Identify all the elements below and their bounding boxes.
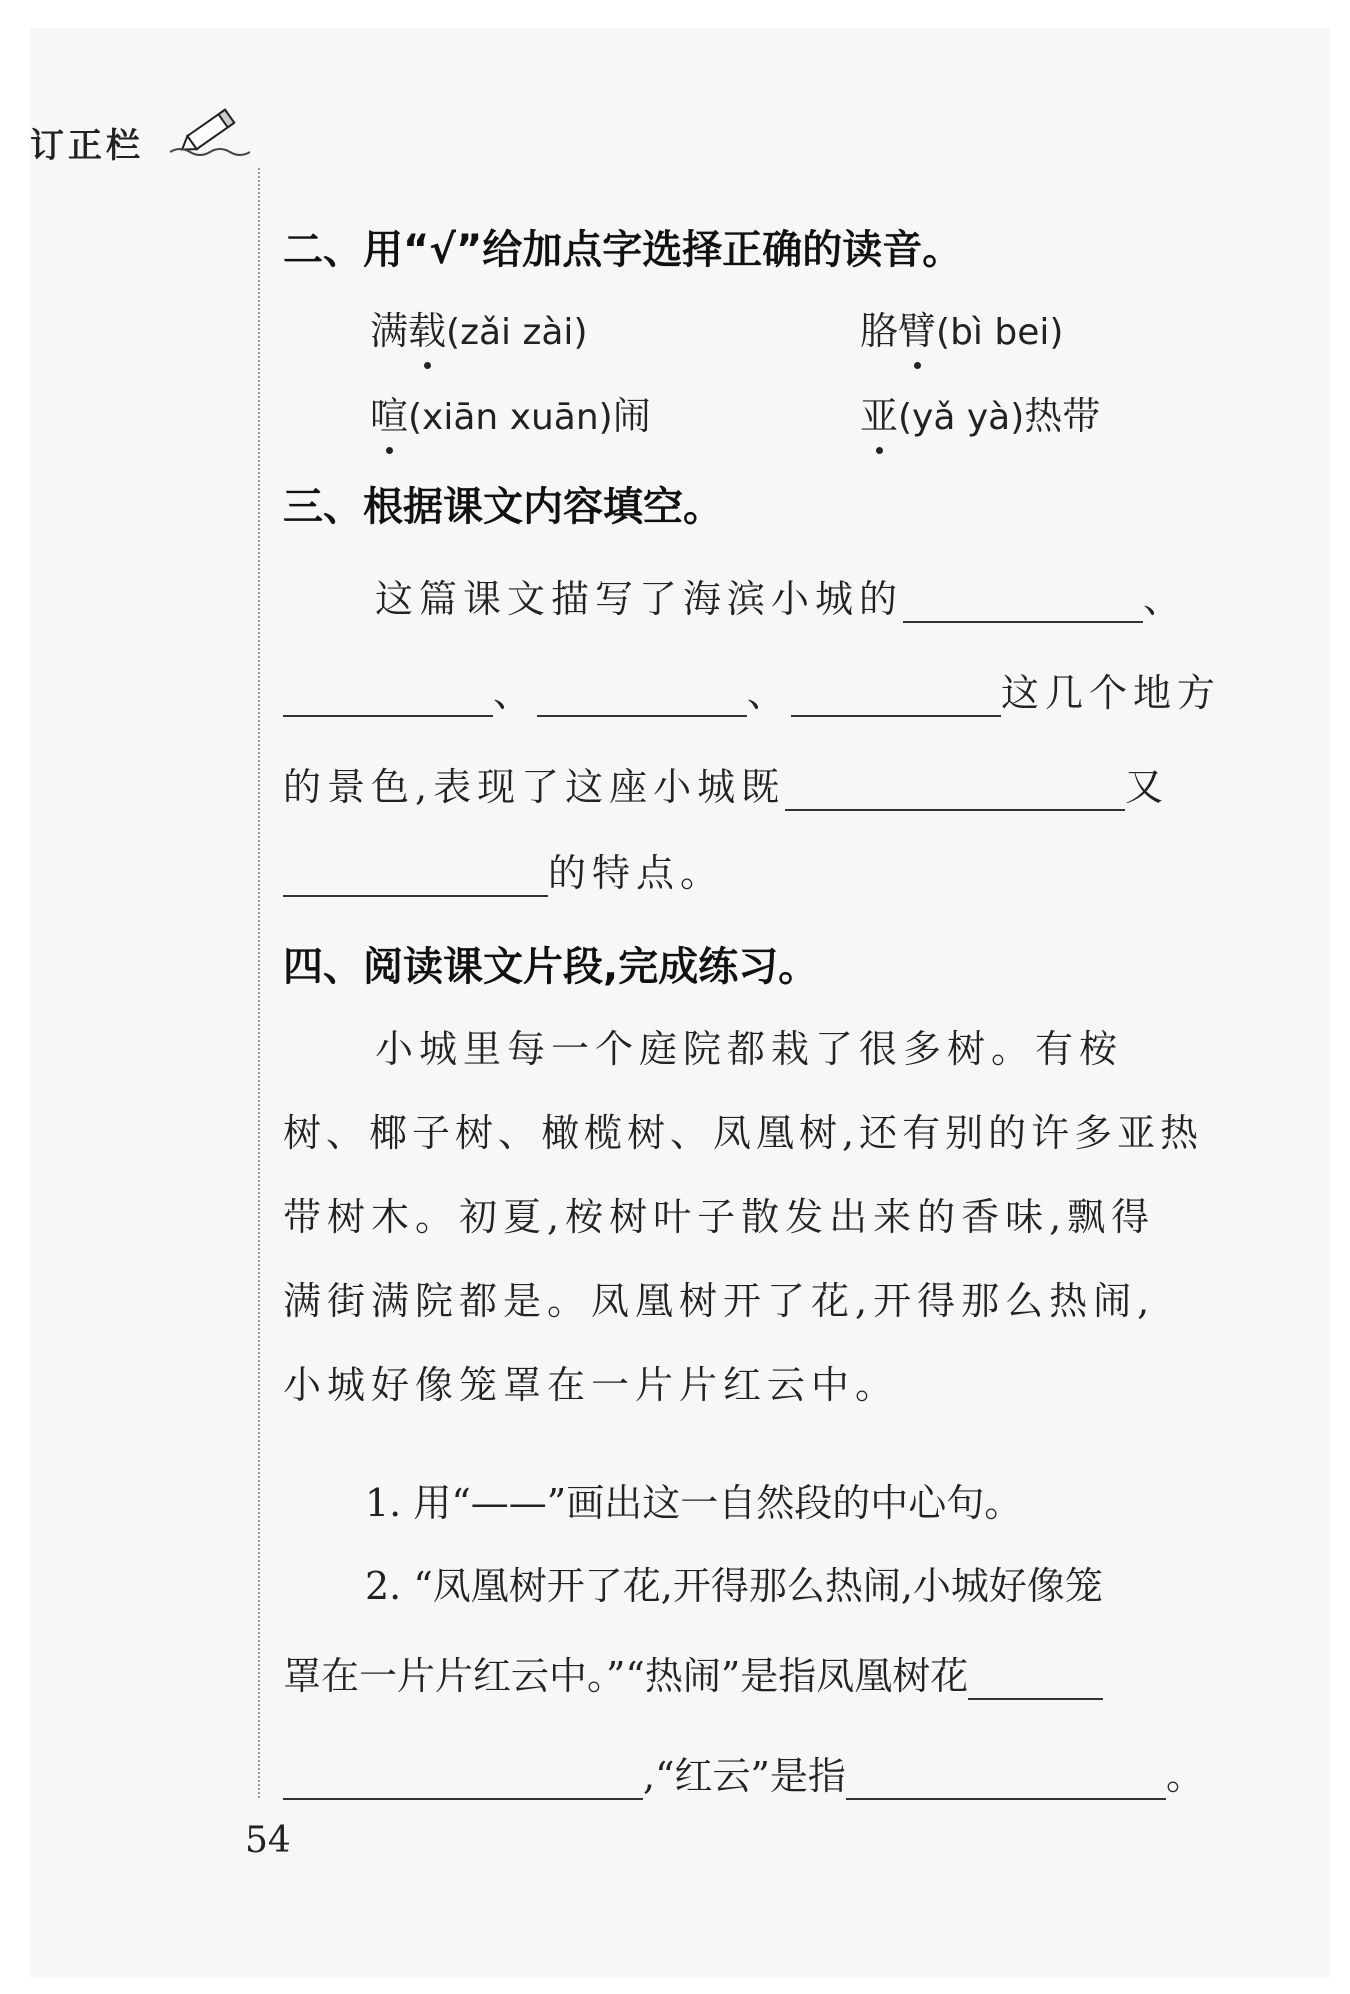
- pinyin-options: (xiān xuān): [408, 397, 613, 438]
- question-2-line-3: ,“红云”是指 。: [283, 1745, 1204, 1800]
- passage-line: 满街满院都是。凤凰树开了花,开得那么热闹,: [283, 1279, 1156, 1323]
- passage-line: 带树木。初夏,桉树叶子散发出来的香味,飘得: [283, 1195, 1156, 1239]
- fill-line-4: 的特点。: [283, 842, 724, 897]
- section-3-heading: 三、根据课文内容填空。: [283, 484, 723, 530]
- question-2-line-1: 2. “凤凰树开了花,开得那么热闹,小城好像笼: [365, 1564, 1103, 1608]
- pinyin-item-2: 胳臂(bì bei): [860, 300, 1063, 355]
- dotted-char: 臂: [898, 300, 936, 355]
- margin-divider: [258, 168, 260, 1798]
- question-1: 1. 用“——”画出这一自然段的中心句。: [365, 1481, 1023, 1525]
- dotted-char: 载: [408, 300, 446, 355]
- pinyin-options: (yǎ yà): [898, 397, 1025, 438]
- answer-blank[interactable]: [846, 1758, 1166, 1800]
- fill-line-2: 、 、 这几个地方: [283, 662, 1221, 717]
- answer-blank[interactable]: [785, 769, 1125, 811]
- fill-line-3: 的景色,表现了这座小城既 又: [283, 765, 1170, 809]
- dotted-char: 亚: [860, 385, 898, 440]
- section-4-heading: 四、阅读课文片段,完成练习。: [283, 944, 819, 990]
- answer-blank[interactable]: [791, 675, 1001, 717]
- passage-line: 树、椰子树、橄榄树、凤凰树,还有别的许多亚热: [283, 1111, 1204, 1155]
- pinyin-options: (bì bei): [936, 312, 1064, 353]
- pinyin-item-4: 亚(yǎ yà)热带: [860, 385, 1100, 440]
- answer-blank[interactable]: [283, 855, 548, 897]
- answer-blank[interactable]: [968, 1658, 1103, 1700]
- dotted-char: 喧: [370, 385, 408, 440]
- correction-column-label: 订正栏: [30, 126, 144, 166]
- answer-blank[interactable]: [283, 1758, 643, 1800]
- question-2-line-2: 罩在一片片红云中。”“热闹”是指凤凰树花: [283, 1645, 1103, 1700]
- pinyin-item-3: 喧(xiān xuān)闹: [370, 385, 651, 440]
- page-number: 54: [245, 1820, 291, 1861]
- answer-blank[interactable]: [903, 581, 1143, 623]
- answer-blank[interactable]: [283, 675, 493, 717]
- fill-line-1: 这篇课文描写了海滨小城的 、: [375, 577, 1188, 621]
- pencil-icon: [170, 100, 250, 160]
- pinyin-options: (zǎi zài): [446, 312, 588, 353]
- answer-blank[interactable]: [537, 675, 747, 717]
- section-2-heading: 二、用“√”给加点字选择正确的读音。: [283, 227, 963, 273]
- pinyin-item-1: 满载(zǎi zài): [370, 300, 587, 355]
- passage-line: 小城好像笼罩在一片片红云中。: [283, 1363, 900, 1407]
- passage-line: 小城里每一个庭院都栽了很多树。有桉: [375, 1027, 1124, 1071]
